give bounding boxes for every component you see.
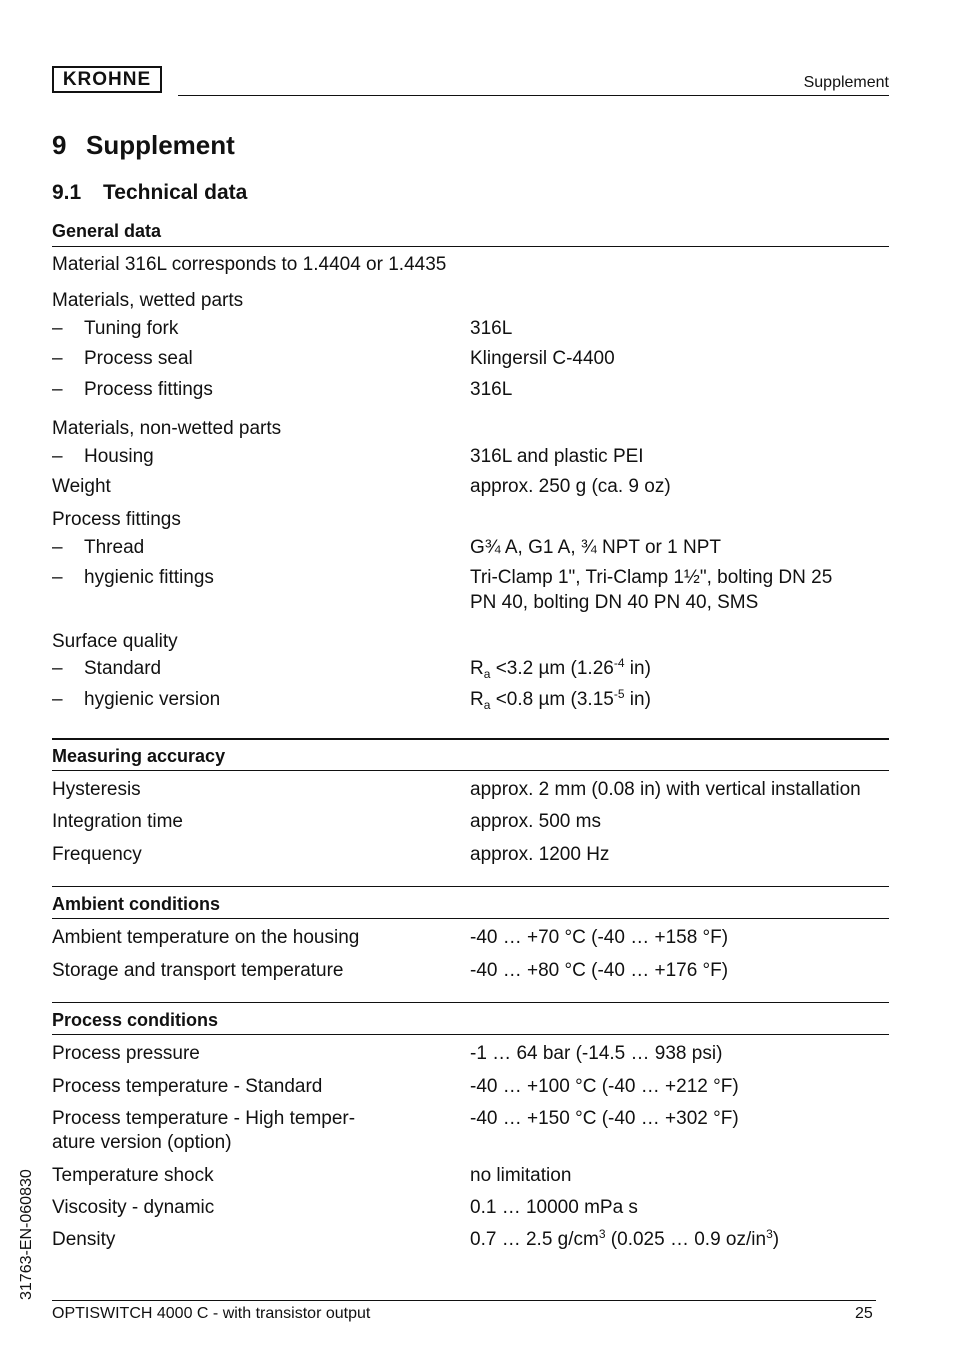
process-fittings-material-value: 316L — [470, 379, 513, 400]
chapter-number: 9 — [52, 130, 67, 160]
header-rule — [178, 95, 889, 96]
unit-suffix: in) — [624, 689, 651, 710]
process-fittings-heading: Process fittings — [52, 509, 181, 530]
chapter-title: Supplement — [86, 130, 235, 160]
density-si: 0.7 … 2.5 g/cm — [470, 1229, 599, 1250]
material-note: Material 316L corresponds to 1.4404 or 1.4435 — [52, 254, 447, 275]
surface-hygienic-label: hygienic version — [84, 689, 221, 710]
frequency-value: approx. 1200 Hz — [470, 844, 610, 865]
list-dash: – — [52, 379, 63, 400]
footer-rule — [52, 1300, 876, 1301]
housing-label: Housing — [84, 446, 154, 467]
temperature-shock-value: no limitation — [470, 1165, 572, 1186]
process-temp-high-label-line1: Process temperature - High temper- — [52, 1108, 356, 1129]
surface-standard-value — [470, 657, 651, 681]
hygienic-fittings-value-line1: Tri-Clamp 1", Tri-Clamp 1½", bolting DN 25 — [470, 567, 833, 588]
integration-time-label: Integration time — [52, 811, 183, 832]
measuring-accuracy-title: Measuring accuracy — [52, 746, 226, 766]
non-wetted-parts-heading: Materials, non-wetted parts — [52, 418, 282, 439]
ambient-temperature-label: Ambient temperature on the housing — [52, 927, 360, 948]
closing-paren: ) — [772, 1229, 780, 1250]
ambient-top-rule — [52, 886, 889, 887]
process-rule — [52, 1034, 889, 1035]
accuracy-rule — [52, 770, 889, 771]
wetted-parts-heading: Materials, wetted parts — [52, 290, 244, 311]
viscosity-value: 0.1 … 10000 mPa s — [470, 1197, 638, 1218]
tuning-fork-value: 316L — [470, 318, 513, 339]
section-heading — [52, 181, 247, 205]
list-dash: – — [52, 567, 63, 588]
ambient-rule — [52, 918, 889, 919]
exponent: -5 — [613, 687, 625, 701]
krohne-logo: KROHNE — [52, 66, 162, 93]
weight-value: approx. 250 g (ca. 9 oz) — [470, 476, 671, 497]
tuning-fork-label: Tuning fork — [84, 318, 179, 339]
thread-label: Thread — [84, 537, 145, 558]
exponent: 3 — [598, 1227, 606, 1241]
chapter-heading — [52, 130, 235, 161]
density-imperial: (0.025 … 0.9 oz/in — [605, 1229, 767, 1250]
section-title: Technical data — [103, 181, 248, 204]
list-dash: – — [52, 658, 63, 679]
viscosity-label: Viscosity - dynamic — [52, 1197, 215, 1218]
list-dash: – — [52, 348, 63, 369]
section-number: 9.1 — [52, 181, 82, 204]
ambient-temperature-value: -40 … +70 °C (-40 … +158 °F) — [470, 927, 729, 948]
density-value — [470, 1228, 779, 1252]
accuracy-top-rule — [52, 738, 889, 740]
process-temp-standard-label: Process temperature - Standard — [52, 1076, 323, 1097]
ra-value: <3.2 µm (1.26 — [490, 658, 614, 679]
process-conditions-title: Process conditions — [52, 1010, 219, 1030]
general-data-title: General data — [52, 221, 162, 241]
storage-temperature-value: -40 … +80 °C (-40 … +176 °F) — [470, 960, 729, 981]
hysteresis-label: Hysteresis — [52, 779, 141, 800]
unit-suffix: in) — [624, 658, 651, 679]
footer-product: OPTISWITCH 4000 C - with transistor output — [52, 1305, 371, 1322]
surface-hygienic-value — [470, 688, 651, 712]
process-fittings-material-label: Process fittings — [84, 379, 213, 400]
thread-value: G¾ A, G1 A, ¾ NPT or 1 NPT — [470, 537, 721, 558]
page-number: 25 — [855, 1305, 873, 1322]
ra-subscript: a — [483, 698, 491, 712]
ra-subscript: a — [483, 667, 491, 681]
hysteresis-value: approx. 2 mm (0.08 in) with vertical installation — [470, 779, 861, 800]
density-label: Density — [52, 1229, 116, 1250]
process-temp-high-value: -40 … +150 °C (-40 … +302 °F) — [470, 1108, 739, 1129]
ra-symbol: R — [470, 658, 484, 679]
ra-symbol: R — [470, 689, 484, 710]
hygienic-fittings-label: hygienic fittings — [84, 567, 214, 588]
list-dash: – — [52, 689, 63, 710]
hygienic-fittings-value-line2: PN 40, bolting DN 40 PN 40, SMS — [470, 592, 759, 613]
document-id: 31763-EN-060830 — [18, 1169, 35, 1300]
list-dash: – — [52, 446, 63, 467]
running-header: Supplement — [803, 74, 889, 91]
general-data-rule — [52, 246, 889, 247]
storage-temperature-label: Storage and transport temperature — [52, 960, 344, 981]
process-seal-label: Process seal — [84, 348, 193, 369]
process-pressure-label: Process pressure — [52, 1043, 200, 1064]
housing-value: 316L and plastic PEI — [470, 446, 644, 467]
ambient-conditions-title: Ambient conditions — [52, 894, 220, 914]
surface-quality-heading: Surface quality — [52, 631, 178, 652]
exponent: 3 — [766, 1227, 773, 1241]
frequency-label: Frequency — [52, 844, 142, 865]
list-dash: – — [52, 537, 63, 558]
ra-value: <0.8 µm (3.15 — [490, 689, 614, 710]
exponent: -4 — [613, 656, 625, 670]
process-pressure-value: -1 … 64 bar (-14.5 … 938 psi) — [470, 1043, 723, 1064]
surface-standard-label: Standard — [84, 658, 162, 679]
process-seal-value: Klingersil C-4400 — [470, 348, 615, 369]
process-temp-standard-value: -40 … +100 °C (-40 … +212 °F) — [470, 1076, 739, 1097]
temperature-shock-label: Temperature shock — [52, 1165, 214, 1186]
integration-time-value: approx. 500 ms — [470, 811, 601, 832]
process-temp-high-label-line2: ature version (option) — [52, 1132, 232, 1153]
list-dash: – — [52, 318, 63, 339]
weight-label: Weight — [52, 476, 111, 497]
process-top-rule — [52, 1002, 889, 1003]
